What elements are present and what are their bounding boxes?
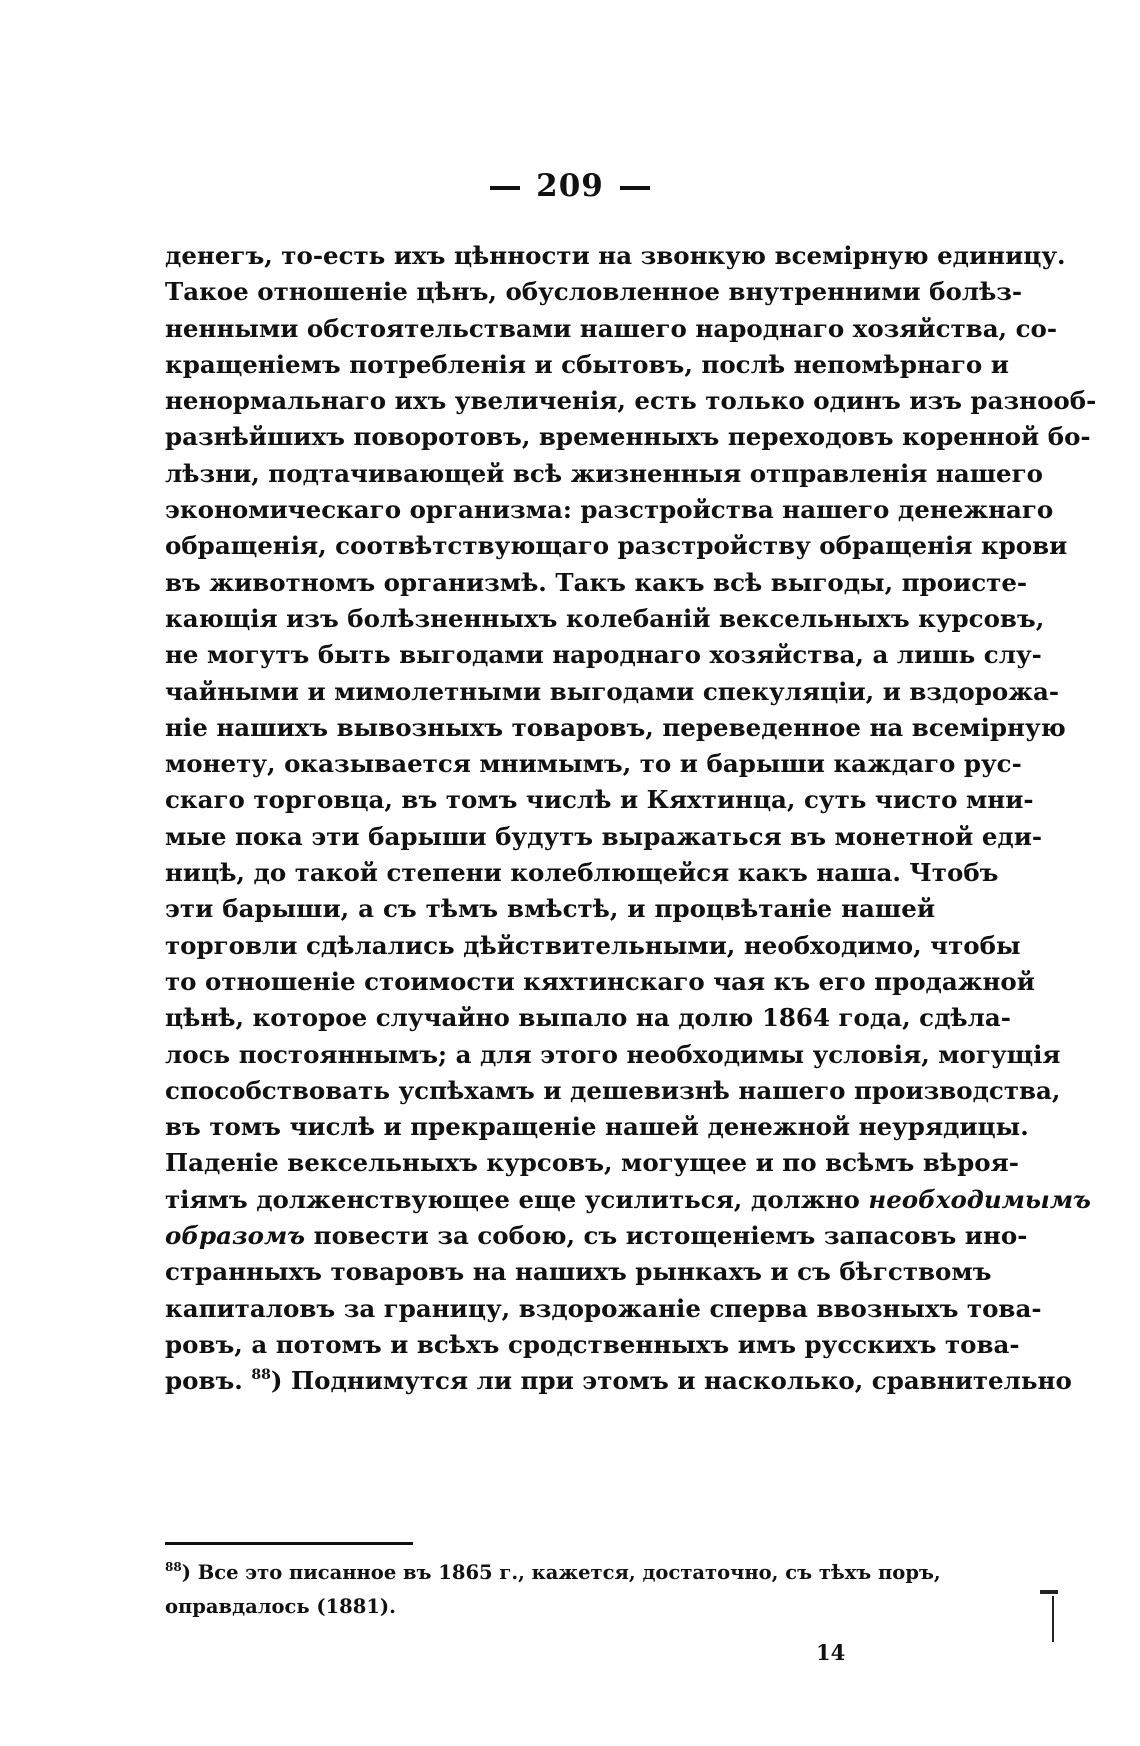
text-line: въ животномъ организмѣ. Такъ какъ всѣ выгоды, происте- [165, 567, 1028, 597]
text-line: кращеніемъ потребленія и сбытовъ, послѣ непомѣрнаго и [165, 349, 1009, 379]
text-line: ненормальнаго ихъ увеличенія, есть только одинъ изъ разнооб- [165, 386, 1097, 416]
scan-artifact [1040, 1590, 1058, 1594]
text-line: капиталовъ за границу, вздорожаніе сперва ввозныхъ това- [165, 1293, 1042, 1323]
footnote-reference: 88 [251, 1367, 271, 1384]
text-line: лѣзни, подтачивающей всѣ жизненныя отправленія нашего [165, 458, 1043, 488]
page-header [0, 168, 1140, 204]
text-segment: ) Поднимутся ли при этомъ и насколько, сравнительно [270, 1366, 1072, 1396]
italic-text: образомъ [165, 1221, 306, 1251]
text-line: ніе нашихъ вывозныхъ товаровъ, переведенное на всемірную [165, 712, 1066, 742]
text-line: разнѣйшихъ поворотовъ, временныхъ переходовъ коренной бо- [165, 422, 1091, 452]
scan-artifact [1052, 1596, 1054, 1642]
footnote [165, 1556, 941, 1624]
text-line: то отношеніе стоимости кяхтинскаго чая къ его продажной [165, 966, 1035, 996]
text-line: ненными обстоятельствами нашего народнаго хозяйства, со- [165, 313, 1058, 343]
text-line: способствовать успѣхамъ и дешевизнѣ нашего производства, [165, 1075, 1061, 1105]
text-line: лось постояннымъ; а для этого необходимы условія, могущія [165, 1039, 1061, 1069]
main-text [165, 238, 1097, 1400]
header-dash-right [620, 186, 650, 190]
text-segment: ровъ. [165, 1366, 243, 1396]
text-line: денегъ, то-есть ихъ цѣнности на звонкую всемірную единицу. [165, 241, 1066, 270]
text-line: Паденіе вексельныхъ курсовъ, могущее и по всѣмъ вѣроя- [165, 1148, 1019, 1178]
text-line: цѣнѣ, которое случайно выпало на долю 1864 года, сдѣла- [165, 1003, 1011, 1033]
text-segment: повести за собою, съ истощеніемъ запасовъ ино- [313, 1221, 1028, 1251]
text-line: ницѣ, до такой степени колеблющейся какъ наша. Чтобъ [165, 858, 999, 888]
text-line: въ томъ числѣ и прекращеніе нашей денежной неурядицы. [165, 1112, 1029, 1142]
text-line: обращенія, соотвѣтствующаго разстройству обращенія крови [165, 531, 1068, 561]
text-line: монету, оказывается мнимымъ, то и барыши каждаго рус- [165, 749, 1022, 779]
footnote-marker: 88 [165, 1560, 182, 1574]
italic-text: необходимымъ [868, 1184, 1091, 1214]
page-number: 209 [536, 168, 604, 204]
footnote-separator [165, 1542, 413, 1545]
text-line: экономическаго организма: разстройства нашего денежнаго [165, 495, 1054, 525]
text-line: не могутъ быть выгодами народнаго хозяйства, а лишь слу- [165, 640, 1042, 670]
footnote-text: ) Все это писанное въ 1865 г., кажется, достаточно, съ тѣхъ поръ, [181, 1561, 941, 1584]
text-line-with-italic [165, 1182, 1091, 1218]
text-line: кающія изъ болѣзненныхъ колебаній вексельныхъ курсовъ, [165, 603, 1045, 633]
text-line: чайными и мимолетными выгодами спекуляціи, и вздорожа- [165, 676, 1059, 706]
text-line: торговли сдѣлались дѣйствительными, необходимо, чтобы [165, 930, 1021, 960]
footnote-line [165, 1556, 941, 1590]
signature-mark: 14 [816, 1640, 846, 1665]
text-line: эти барыши, а съ тѣмъ вмѣстѣ, и процвѣтаніе нашей [165, 894, 935, 924]
text-line: Такое отношеніе цѣнъ, обусловленное внутренними болѣз- [165, 277, 1023, 307]
text-segment: тіямъ долженствующее еще усилиться, должно [165, 1184, 860, 1214]
text-line-with-footnote-ref [165, 1363, 1072, 1399]
footnote-line: оправдалось (1881). [165, 1595, 396, 1618]
text-line: скаго торговца, въ томъ числѣ и Кяхтинца, суть чисто мни- [165, 785, 1034, 815]
header-dash-left [490, 186, 520, 190]
text-line-with-italic [165, 1218, 1028, 1254]
text-line: мые пока эти барыши будутъ выражаться въ монетной еди- [165, 821, 1043, 851]
text-line: странныхъ товаровъ на нашихъ рынкахъ и съ бѣгствомъ [165, 1257, 992, 1287]
text-line: ровъ, а потомъ и всѣхъ сродственныхъ имъ русскихъ това- [165, 1329, 1020, 1359]
